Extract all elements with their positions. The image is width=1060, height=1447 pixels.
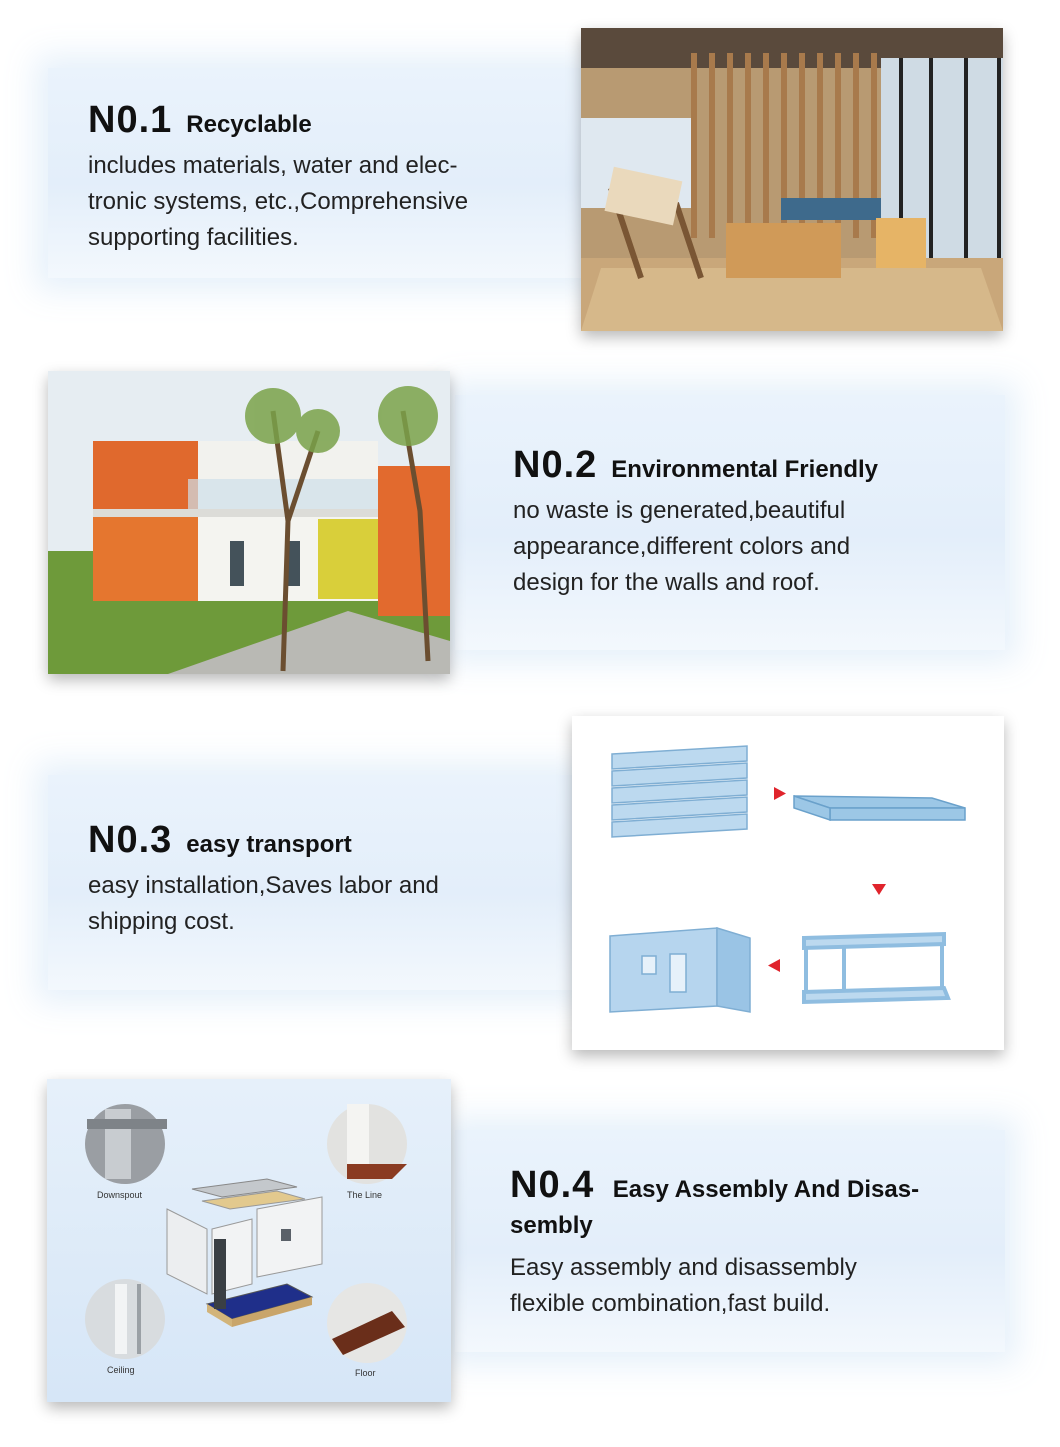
- feature-title-1: Recyclable: [186, 111, 312, 138]
- label-ceiling: Ceiling: [107, 1365, 135, 1375]
- feature-heading-1: [88, 100, 528, 142]
- transport-steps-illustration: [572, 716, 1004, 1050]
- feature-heading-4: [510, 1165, 940, 1244]
- feature-text-2: [513, 445, 943, 601]
- label-downspout: Downspout: [97, 1190, 143, 1200]
- feature-text-1: [88, 100, 528, 256]
- container-house-photo: [48, 371, 450, 674]
- label-floor: Floor: [355, 1368, 376, 1378]
- feature-heading-3: [88, 820, 528, 862]
- arrow-right-icon: [774, 787, 786, 800]
- house-illustration: [48, 371, 450, 674]
- feature-title-4: Easy Assembly And Disas- sembly: [510, 1176, 920, 1239]
- feature-title-2: Environmental Friendly: [611, 456, 878, 483]
- feature-text-3: [88, 820, 528, 940]
- feature-description-1: includes materials, water and elec- tronic systems, etc.,Comprehensive supporting facilities.: [88, 151, 469, 251]
- detail-line: [327, 1104, 407, 1184]
- feature-number-2: N0.2: [513, 444, 598, 486]
- feature-number-1: N0.1: [88, 99, 173, 141]
- assembly-diagram: [47, 1079, 451, 1402]
- feature-description-4: Easy assembly and disassembly flexible combination,fast build.: [510, 1254, 857, 1317]
- feature-number-4: N0.4: [510, 1164, 595, 1206]
- assembly-illustration: [47, 1079, 451, 1402]
- feature-number-3: N0.3: [88, 819, 173, 861]
- finished-unit: [610, 928, 750, 1012]
- transport-diagram: [572, 716, 1004, 1050]
- detail-ceiling: [85, 1279, 165, 1359]
- stacked-containers: [612, 746, 747, 837]
- feature-description-2: no waste is generated,beautiful appearance,different colors and design for the walls and roof.: [513, 496, 851, 596]
- arrow-down-icon: [872, 884, 886, 895]
- flat-base: [794, 796, 965, 820]
- interior-photo: [581, 28, 1003, 331]
- feature-heading-2: [513, 445, 943, 487]
- open-frame: [804, 934, 948, 1002]
- feature-title-3: easy transport: [186, 831, 352, 858]
- interior-illustration: [581, 28, 1003, 331]
- exploded-house: [167, 1179, 322, 1327]
- feature-description-3: easy installation,Saves labor and shipping cost.: [88, 871, 439, 935]
- detail-downspout: [85, 1104, 167, 1184]
- detail-floor: [327, 1283, 407, 1363]
- feature-text-4: [510, 1165, 940, 1322]
- label-the-line: The Line: [347, 1190, 383, 1200]
- arrow-left-icon: [768, 959, 780, 972]
